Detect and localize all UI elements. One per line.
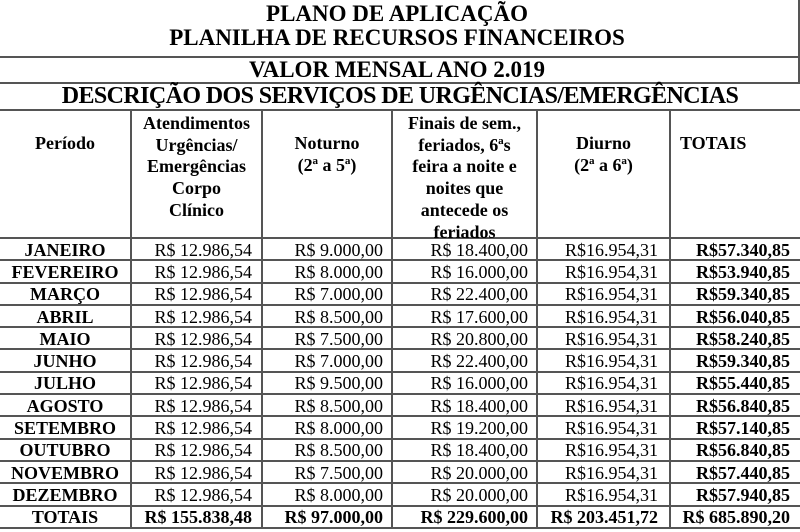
table-row <box>0 306 800 328</box>
cell-noturno: R$ 8.500,00 <box>261 440 391 460</box>
header-line: Urgências/ <box>155 134 238 155</box>
title-line-1: PLANO DE APLICAÇÃO <box>266 1 528 26</box>
cell-diurno: R$16.954,31 <box>536 440 669 460</box>
cell-period: OUTUBRO <box>19 440 111 460</box>
header-line: TOTAIS <box>680 133 747 153</box>
cell-noturno: R$ 9.500,00 <box>261 373 391 393</box>
cell-finais: R$ 20.000,00 <box>391 484 536 504</box>
table-row <box>0 239 800 261</box>
cell-total: R$56.840,85 <box>669 440 800 460</box>
table-header-row <box>0 111 800 242</box>
cell-period: MAIO <box>39 328 91 349</box>
header-line: feriados <box>433 221 496 242</box>
cell-atendimentos: R$ 12.986,54 <box>130 373 261 393</box>
cell-total: R$53.940,85 <box>669 261 800 281</box>
header-line: feira a noite e <box>412 156 517 177</box>
header-line: Finais de sem., <box>407 113 521 133</box>
cell-total: R$55.440,85 <box>669 373 800 393</box>
cell-finais: R$ 20.800,00 <box>391 328 536 348</box>
header-atendimentos <box>130 111 261 243</box>
cell-diurno: R$16.954,31 <box>536 239 669 259</box>
cell-total: R$56.040,85 <box>669 306 800 326</box>
cell-period: JUNHO <box>33 351 97 371</box>
header-line: Emergências <box>147 156 246 177</box>
cell-finais: R$ 22.400,00 <box>391 284 536 304</box>
section-title: DESCRIÇÃO DOS SERVIÇOS DE URGÊNCIAS/EMERGÊNCIAS <box>0 84 800 111</box>
cell-diurno: R$16.954,31 <box>536 306 669 326</box>
header-line: noites que <box>425 178 504 199</box>
cell-noturno: R$ 8.000,00 <box>261 484 391 504</box>
header-finais <box>391 111 536 243</box>
document-title <box>0 0 800 58</box>
cell-atendimentos: R$ 12.986,54 <box>130 239 261 259</box>
cell-total: R$57.440,85 <box>669 462 800 482</box>
table-row <box>0 328 800 350</box>
cell-diurno: R$16.954,31 <box>536 417 669 437</box>
table-row <box>0 350 800 372</box>
table-row <box>0 395 800 417</box>
cell-diurno: R$16.954,31 <box>536 484 669 504</box>
cell-atendimentos: R$ 12.986,54 <box>130 462 261 482</box>
cell-noturno: R$ 8.000,00 <box>261 261 391 281</box>
cell-finais: R$ 20.000,00 <box>391 462 536 482</box>
cell-atendimentos: R$ 12.986,54 <box>130 484 261 504</box>
header-periodo <box>0 111 130 243</box>
financial-table <box>0 111 800 529</box>
cell-finais: R$ 18.400,00 <box>391 239 536 259</box>
cell-finais: R$ 18.400,00 <box>391 440 536 460</box>
cell-atendimentos: R$ 12.986,54 <box>130 395 261 415</box>
cell-period: MARÇO <box>30 284 100 304</box>
table-row <box>0 373 800 395</box>
cell-period: AGOSTO <box>26 395 104 416</box>
cell-period: SETEMBRO <box>13 418 117 438</box>
cell-period: NOVEMBRO <box>11 462 119 483</box>
cell-noturno: R$ 9.000,00 <box>261 239 391 259</box>
cell-diurno: R$16.954,31 <box>536 284 669 304</box>
cell-atendimentos: R$ 12.986,54 <box>130 328 261 348</box>
cell-atendimentos: R$ 12.986,54 <box>130 440 261 460</box>
table-row <box>0 484 800 506</box>
cell-total: R$57.140,85 <box>669 417 800 437</box>
cell-diurno: R$16.954,31 <box>536 395 669 415</box>
cell-total-noturno: R$ 97.000,00 <box>261 507 391 527</box>
cell-total: R$59.340,85 <box>669 350 800 370</box>
header-noturno <box>261 111 391 243</box>
table-row <box>0 440 800 462</box>
header-line: Corpo <box>172 178 221 199</box>
cell-diurno: R$16.954,31 <box>536 350 669 370</box>
cell-total: R$57.940,85 <box>669 484 800 504</box>
cell-diurno: R$16.954,31 <box>536 328 669 348</box>
table-row <box>0 417 800 439</box>
cell-period: JULHO <box>33 373 96 394</box>
table-row <box>0 284 800 306</box>
cell-grand-total: R$ 685.890,20 <box>669 507 800 527</box>
cell-diurno: R$16.954,31 <box>536 462 669 482</box>
cell-diurno: R$16.954,31 <box>536 373 669 393</box>
cell-noturno: R$ 7.000,00 <box>261 350 391 370</box>
cell-total-finais: R$ 229.600,00 <box>391 507 536 527</box>
cell-period: DEZEMBRO <box>12 484 118 505</box>
header-line: (2ª a 6ª) <box>574 154 633 175</box>
table-row <box>0 261 800 283</box>
cell-finais: R$ 19.200,00 <box>391 417 536 437</box>
cell-finais: R$ 16.000,00 <box>391 261 536 281</box>
title-line-2: PLANILHA DE RECURSOS FINANCEIROS <box>169 25 625 50</box>
totals-row <box>0 507 800 529</box>
cell-atendimentos: R$ 12.986,54 <box>130 306 261 326</box>
cell-noturno: R$ 8.500,00 <box>261 306 391 326</box>
cell-total: R$56.840,85 <box>669 395 800 415</box>
header-line: antecede os <box>420 199 509 220</box>
header-line: feriados, 6ªs <box>418 134 511 155</box>
cell-total-diurno: R$ 203.451,72 <box>536 507 669 527</box>
cell-atendimentos: R$ 12.986,54 <box>130 350 261 370</box>
cell-finais: R$ 22.400,00 <box>391 350 536 370</box>
cell-atendimentos: R$ 12.986,54 <box>130 261 261 281</box>
cell-diurno: R$16.954,31 <box>536 261 669 281</box>
cell-noturno: R$ 8.500,00 <box>261 395 391 415</box>
header-line: Clínico <box>168 199 224 220</box>
cell-noturno: R$ 8.000,00 <box>261 417 391 437</box>
cell-noturno: R$ 7.000,00 <box>261 284 391 304</box>
header-diurno <box>536 111 669 243</box>
cell-noturno: R$ 7.500,00 <box>261 328 391 348</box>
header-line: Atendimentos <box>143 113 250 133</box>
cell-noturno: R$ 7.500,00 <box>261 462 391 482</box>
header-line: Diurno <box>575 133 631 153</box>
cell-atendimentos: R$ 12.986,54 <box>130 417 261 437</box>
cell-period: ABRIL <box>36 306 94 327</box>
cell-period: JANEIRO <box>24 239 106 260</box>
cell-totals-label: TOTAIS <box>31 507 99 527</box>
cell-finais: R$ 18.400,00 <box>391 395 536 415</box>
header-line: Noturno <box>294 133 360 153</box>
header-line: (2ª a 5ª) <box>297 154 357 175</box>
table-row <box>0 462 800 484</box>
cell-total-atendimentos: R$ 155.838,48 <box>130 507 261 527</box>
subtitle: VALOR MENSAL ANO 2.019 <box>0 58 800 84</box>
cell-finais: R$ 16.000,00 <box>391 373 536 393</box>
cell-finais: R$ 17.600,00 <box>391 306 536 326</box>
cell-atendimentos: R$ 12.986,54 <box>130 284 261 304</box>
cell-total: R$57.340,85 <box>669 239 800 259</box>
cell-total: R$58.240,85 <box>669 328 800 348</box>
cell-period: FEVEREIRO <box>11 261 119 282</box>
header-line: Período <box>35 133 95 153</box>
header-totais <box>669 111 800 243</box>
cell-total: R$59.340,85 <box>669 284 800 304</box>
